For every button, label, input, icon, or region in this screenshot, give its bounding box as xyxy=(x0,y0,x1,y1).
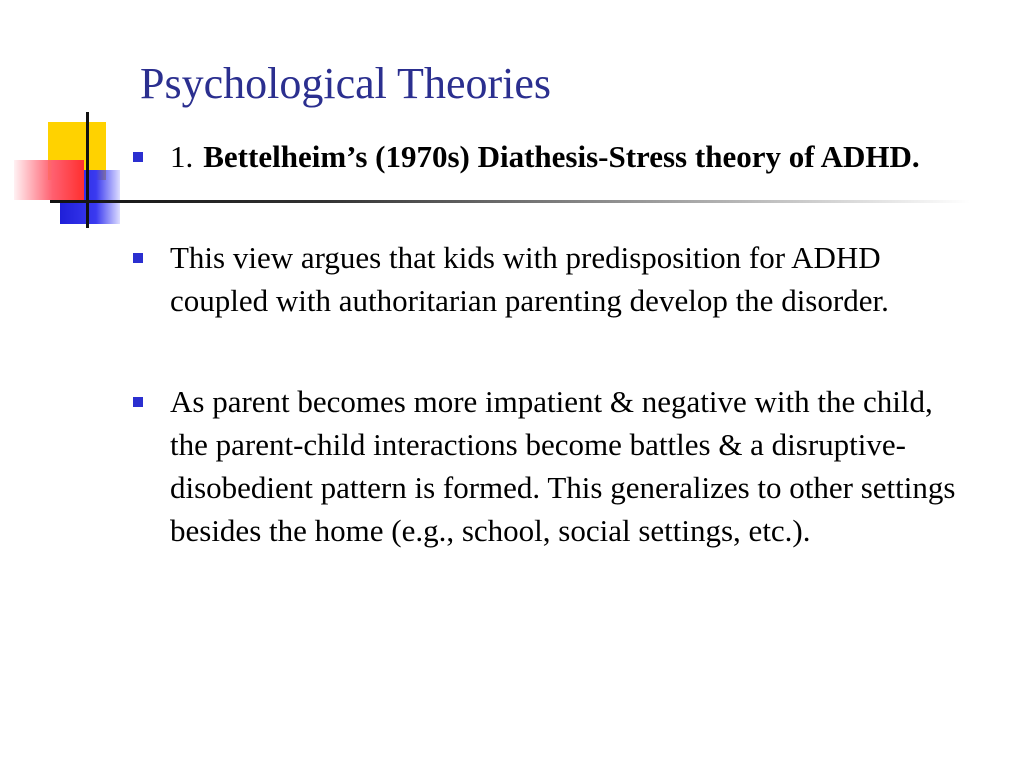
square-bullet-icon xyxy=(133,397,143,407)
bullet-text: As parent becomes more impatient & negative with the child, the parent-child interactions become battles & a disruptive-disobedient pattern is formed. This generalizes to other settings besides the home (e.g., school, social settings, etc.). xyxy=(170,384,956,548)
bullet-number: 1. xyxy=(170,139,194,174)
red-square-shape xyxy=(14,160,84,200)
bullet-item-1 xyxy=(130,135,970,178)
bullet-list xyxy=(130,135,970,552)
bullet-item-3 xyxy=(130,380,970,552)
bullet-text: This view argues that kids with predisposition for ADHD coupled with authoritarian parenting develop the disorder. xyxy=(170,240,889,318)
square-bullet-icon xyxy=(133,152,143,162)
square-bullet-icon xyxy=(133,253,143,263)
logo-vertical-line xyxy=(86,112,89,228)
bullet-heading-text: Bettelheim’s (1970s) Diathesis-Stress theory of ADHD. xyxy=(203,139,920,174)
bullet-item-2 xyxy=(130,236,970,322)
slide-title: Psychological Theories xyxy=(140,59,551,108)
